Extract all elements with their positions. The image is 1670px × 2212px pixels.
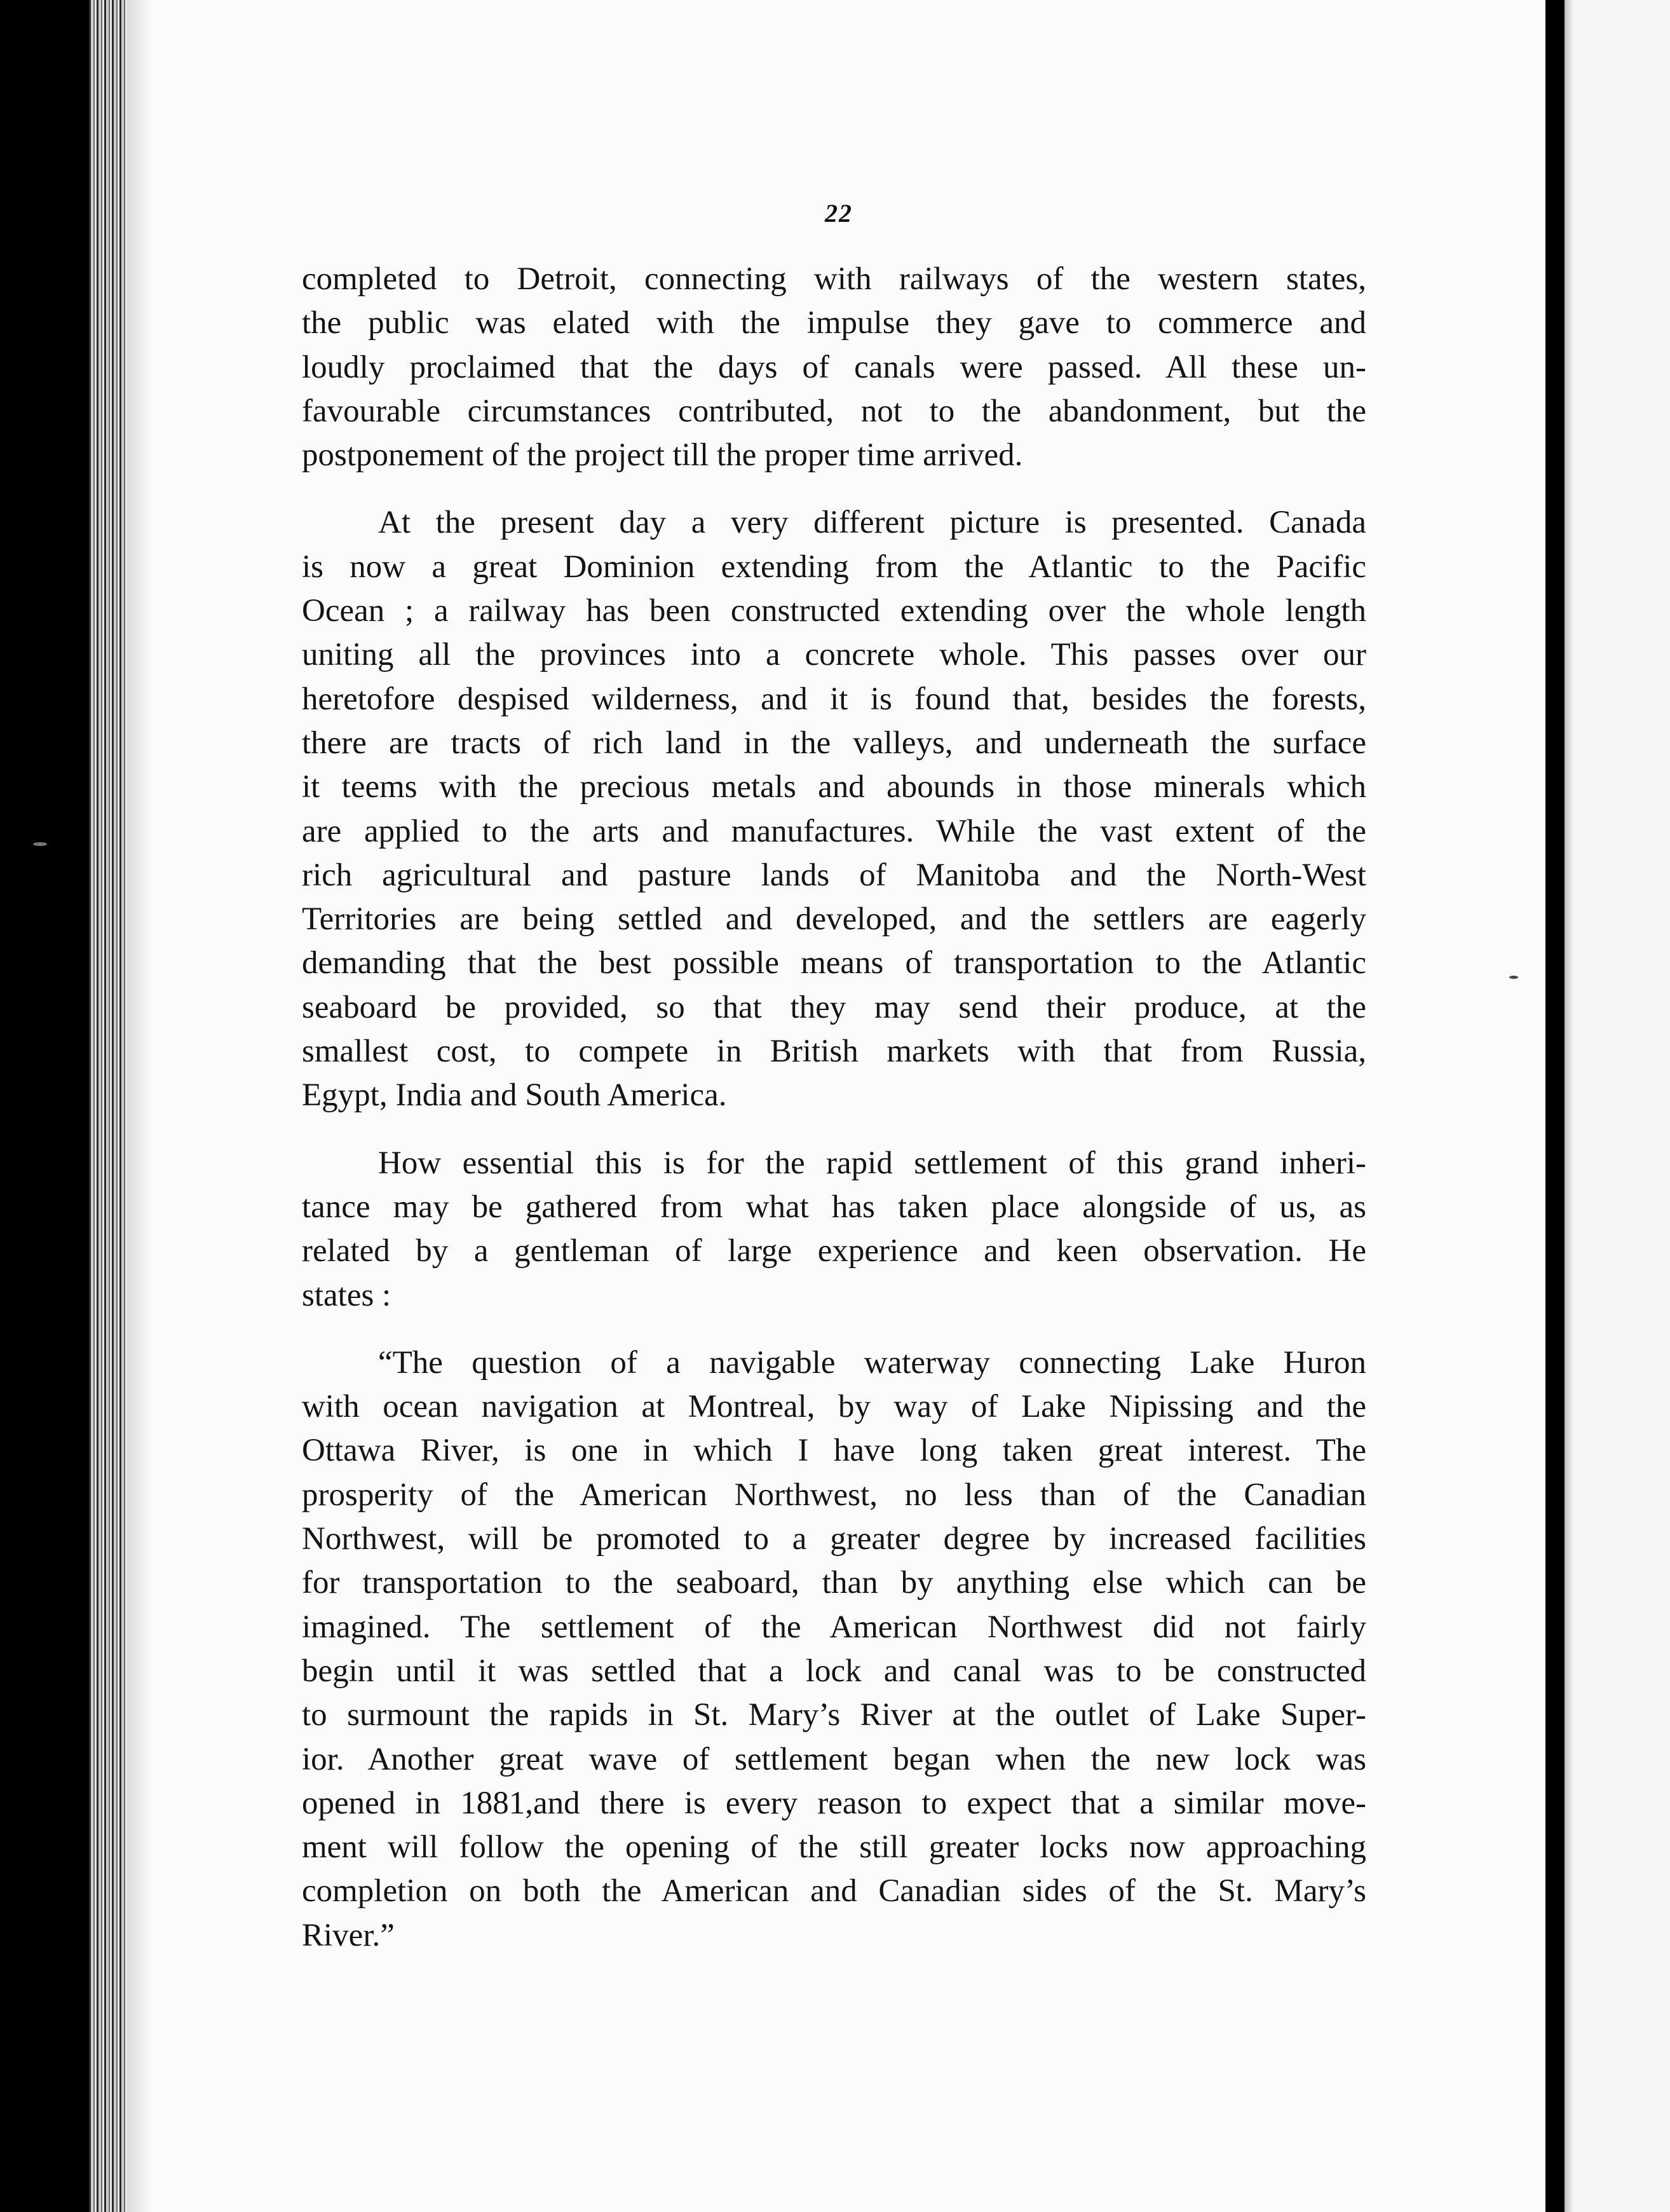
paragraph-gap (302, 1118, 1366, 1142)
text-line: “The question of a navigable waterway connecting Lake Huron (378, 1344, 1366, 1381)
paragraph (302, 1341, 1366, 1958)
text-line: with ocean navigation at Montreal, by way of Lake Nipissing and the (302, 1389, 1366, 1425)
text-line: the public was elated with the impulse they gave to commerce and (302, 305, 1366, 341)
text-line: are applied to the arts and manufactures. While the vast extent of the (302, 813, 1366, 849)
text-line: River.” (302, 1917, 395, 1953)
text-line: completion on both the American and Canadian sides of the St. Mary’s (302, 1873, 1366, 1909)
text-line: Territories are being settled and developed, and the settlers are eagerly (302, 901, 1366, 938)
text-line: opened in 1881,and there is every reason to expect that a similar move- (302, 1785, 1366, 1821)
adjacent-page (1565, 0, 1670, 2212)
page-gutter (1545, 0, 1565, 2212)
paragraph-gap (302, 1318, 1366, 1341)
text-line: Ocean ; a railway has been constructed extending over the whole length (302, 593, 1366, 629)
text-line: prosperity of the American Northwest, no less than of the Canadian (302, 1477, 1366, 1513)
paragraph-gap (302, 477, 1366, 501)
text-line: uniting all the provinces into a concrete whole. This passes over our (302, 637, 1366, 673)
text-line: related by a gentleman of large experience and keen observation. He (302, 1233, 1366, 1269)
text-line: Egypt, India and South America. (302, 1077, 727, 1114)
text-line: is now a great Dominion extending from the Atlantic to the Pacific (302, 549, 1366, 585)
text-line: it teems with the precious metals and abounds in those minerals which (302, 769, 1366, 805)
scan-speck (33, 842, 47, 846)
scan-speck (1509, 976, 1518, 979)
text-line: How essential this is for the rapid settlement of this grand inheri- (378, 1145, 1366, 1181)
text-line: for transportation to the seaboard, than by anything else which can be (302, 1565, 1366, 1601)
text-line: favourable circumstances contributed, not to the abandonment, but the (302, 393, 1366, 429)
paragraph (302, 501, 1366, 1117)
text-line: At the present day a very different picture is presented. Canada (378, 505, 1366, 541)
paragraph (302, 257, 1366, 477)
text-line: postponement of the project till the proper time arrived. (302, 437, 1023, 474)
text-line: to surmount the rapids in St. Mary’s River at the outlet of Lake Super- (302, 1697, 1366, 1733)
binding-shadow (127, 0, 153, 2212)
text-line: smallest cost, to compete in British markets with that from Russia, (302, 1034, 1366, 1070)
text-line: states : (302, 1277, 391, 1313)
text-line: there are tracts of rich land in the valleys, and underneath the surface (302, 725, 1366, 761)
text-line: ior. Another great wave of settlement began when the new lock was (302, 1741, 1366, 1777)
paragraph (302, 1142, 1366, 1318)
text-line: demanding that the best possible means of transportation to the Atlantic (302, 945, 1366, 981)
page-binding-edge (89, 0, 127, 2212)
adjacent-page-shadow (1565, 0, 1573, 2212)
text-line: begin until it was settled that a lock and canal was to be constructed (302, 1653, 1366, 1689)
text-line: ment will follow the opening of the still greater locks now approaching (302, 1829, 1366, 1866)
page-number: 22 (825, 199, 853, 228)
text-line: tance may be gathered from what has taken place alongside of us, as (302, 1189, 1366, 1225)
body-text (302, 257, 1366, 1958)
text-line: Northwest, will be promoted to a greater degree by increased facilities (302, 1521, 1366, 1557)
text-line: loudly proclaimed that the days of canals were passed. All these un- (302, 349, 1366, 385)
text-line: seaboard be provided, so that they may send their produce, at the (302, 989, 1366, 1025)
text-line: heretofore despised wilderness, and it is found that, besides the forests, (302, 681, 1366, 717)
text-line: imagined. The settlement of the American Northwest did not fairly (302, 1609, 1366, 1645)
text-line: rich agricultural and pasture lands of Manitoba and the North-West (302, 857, 1366, 893)
text-line: Ottawa River, is one in which I have long taken great interest. The (302, 1433, 1366, 1469)
text-line: completed to Detroit, connecting with railways of the western states, (302, 261, 1366, 297)
